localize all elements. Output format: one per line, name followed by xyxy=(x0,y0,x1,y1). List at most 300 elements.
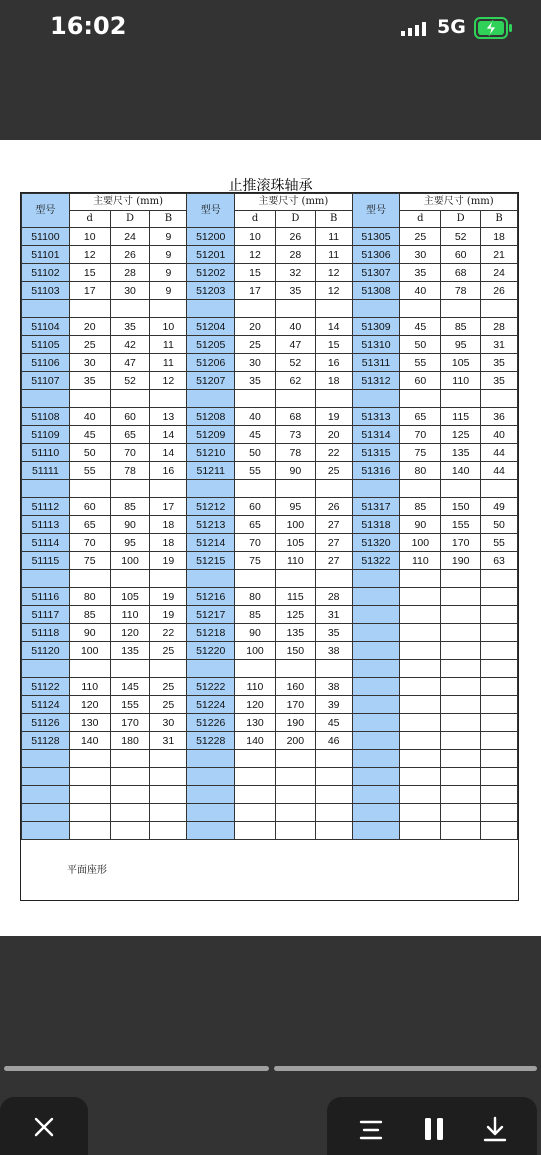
d-cell xyxy=(400,714,441,732)
D-cell: 28 xyxy=(110,264,150,282)
model-cell xyxy=(22,786,70,804)
B-cell: 16 xyxy=(315,354,352,372)
spacer-cell xyxy=(275,300,315,318)
D-cell: 62 xyxy=(275,372,315,390)
battery-icon xyxy=(474,17,514,39)
d-cell: 140 xyxy=(69,732,110,750)
document-image xyxy=(0,140,541,936)
spacer-cell xyxy=(69,300,110,318)
table-spacer-row xyxy=(22,300,518,318)
D-cell: 24 xyxy=(110,228,150,246)
table-row xyxy=(22,282,518,300)
spacer-cell xyxy=(352,660,400,678)
D-cell: 78 xyxy=(110,462,150,480)
d-cell: 25 xyxy=(69,336,110,354)
D-cell: 52 xyxy=(441,228,481,246)
D-cell xyxy=(441,588,481,606)
D-cell: 42 xyxy=(110,336,150,354)
spacer-cell xyxy=(441,570,481,588)
dims-header: 主要尺寸 (mm) xyxy=(69,194,187,211)
D-cell: 35 xyxy=(275,282,315,300)
D-cell xyxy=(441,624,481,642)
d-cell: 85 xyxy=(235,606,276,624)
D-cell: 150 xyxy=(441,498,481,516)
table-row xyxy=(22,642,518,660)
d-cell: 20 xyxy=(69,318,110,336)
table-spacer-row xyxy=(22,570,518,588)
D-cell: 100 xyxy=(275,516,315,534)
D-cell xyxy=(441,642,481,660)
pause-button[interactable] xyxy=(411,1109,455,1149)
D-cell: 135 xyxy=(275,624,315,642)
B-cell xyxy=(481,642,518,660)
D-cell: 105 xyxy=(275,534,315,552)
spacer-cell xyxy=(275,480,315,498)
D-cell xyxy=(110,786,150,804)
model-cell: 51213 xyxy=(187,516,235,534)
B-cell: 9 xyxy=(150,264,187,282)
table-header-row xyxy=(22,194,518,211)
model-cell: 51206 xyxy=(187,354,235,372)
B-cell: 22 xyxy=(315,444,352,462)
table-row xyxy=(22,498,518,516)
B-cell: 28 xyxy=(481,318,518,336)
B-cell: 31 xyxy=(481,336,518,354)
spacer-cell xyxy=(352,480,400,498)
D-cell: 155 xyxy=(441,516,481,534)
B-cell xyxy=(481,696,518,714)
d-cell: 35 xyxy=(69,372,110,390)
spacer-cell xyxy=(352,390,400,408)
B-cell xyxy=(481,768,518,786)
B-cell: 25 xyxy=(315,462,352,480)
d-cell: 100 xyxy=(69,642,110,660)
B-cell: 15 xyxy=(315,336,352,354)
B-cell xyxy=(150,822,187,840)
B-cell xyxy=(481,714,518,732)
table-row xyxy=(22,606,518,624)
spacer-cell xyxy=(315,570,352,588)
spacer-cell xyxy=(150,480,187,498)
D-cell: 145 xyxy=(110,678,150,696)
d-cell: 60 xyxy=(69,498,110,516)
spacer-cell xyxy=(275,390,315,408)
model-cell: 51226 xyxy=(187,714,235,732)
spacer-cell xyxy=(110,750,150,768)
spacer-cell xyxy=(22,480,70,498)
D-cell: 160 xyxy=(275,678,315,696)
d-cell: 85 xyxy=(400,498,441,516)
table-row xyxy=(22,444,518,462)
B-cell: 63 xyxy=(481,552,518,570)
spacer-cell xyxy=(187,660,235,678)
d-cell: 60 xyxy=(235,498,276,516)
B-cell xyxy=(481,804,518,822)
D-cell: 100 xyxy=(110,552,150,570)
footnote: 平面座形 xyxy=(67,865,107,876)
B-cell: 35 xyxy=(315,624,352,642)
document-frame xyxy=(20,192,519,901)
table-spacer-row xyxy=(22,750,518,768)
d-cell: 70 xyxy=(400,426,441,444)
D-cell: 190 xyxy=(441,552,481,570)
B-cell: 10 xyxy=(150,318,187,336)
B-cell: 49 xyxy=(481,498,518,516)
model-cell: 51110 xyxy=(22,444,70,462)
model-cell: 51202 xyxy=(187,264,235,282)
model-cell: 51102 xyxy=(22,264,70,282)
d-cell: 20 xyxy=(235,318,276,336)
d-cell: 75 xyxy=(400,444,441,462)
spacer-cell xyxy=(400,390,441,408)
spacer-cell xyxy=(150,750,187,768)
model-cell: 51214 xyxy=(187,534,235,552)
table-row xyxy=(22,246,518,264)
d-cell xyxy=(400,642,441,660)
model-cell xyxy=(352,624,400,642)
D-cell: 140 xyxy=(441,462,481,480)
B-cell: 35 xyxy=(481,372,518,390)
model-cell: 51318 xyxy=(352,516,400,534)
model-cell: 51315 xyxy=(352,444,400,462)
table-row xyxy=(22,588,518,606)
spacer-cell xyxy=(400,480,441,498)
d-cell: 15 xyxy=(69,264,110,282)
d-cell: 25 xyxy=(235,336,276,354)
spacer-cell xyxy=(187,390,235,408)
spacer-cell xyxy=(315,390,352,408)
download-icon xyxy=(483,1116,507,1142)
close-icon xyxy=(33,1116,55,1138)
D-cell: 135 xyxy=(441,444,481,462)
model-cell: 51113 xyxy=(22,516,70,534)
D-cell xyxy=(110,768,150,786)
model-cell: 51101 xyxy=(22,246,70,264)
B-cell: 25 xyxy=(150,696,187,714)
spacer-cell xyxy=(352,570,400,588)
spacer-cell xyxy=(110,390,150,408)
D-cell: 95 xyxy=(441,336,481,354)
status-bar xyxy=(0,0,541,58)
model-header: 型号 xyxy=(22,194,70,228)
d-cell: 90 xyxy=(400,516,441,534)
spacer-cell xyxy=(481,300,518,318)
B-cell: 18 xyxy=(150,516,187,534)
col-d-header: d xyxy=(69,211,110,228)
d-cell xyxy=(400,678,441,696)
d-cell xyxy=(69,822,110,840)
spacer-cell xyxy=(481,660,518,678)
table-row xyxy=(22,336,518,354)
model-cell: 51215 xyxy=(187,552,235,570)
col-D-header: D xyxy=(110,211,150,228)
B-cell xyxy=(481,624,518,642)
model-cell xyxy=(352,822,400,840)
model-cell xyxy=(22,804,70,822)
B-cell: 31 xyxy=(315,606,352,624)
D-cell: 70 xyxy=(110,444,150,462)
B-cell xyxy=(315,768,352,786)
D-cell: 105 xyxy=(110,588,150,606)
model-header: 型号 xyxy=(352,194,400,228)
model-cell: 51108 xyxy=(22,408,70,426)
D-cell: 52 xyxy=(275,354,315,372)
B-cell: 12 xyxy=(315,264,352,282)
B-cell: 31 xyxy=(150,732,187,750)
B-cell: 9 xyxy=(150,246,187,264)
B-cell: 28 xyxy=(315,588,352,606)
spacer-cell xyxy=(235,300,276,318)
spacer-cell xyxy=(235,390,276,408)
spacer-cell xyxy=(441,390,481,408)
B-cell xyxy=(481,786,518,804)
dims-header: 主要尺寸 (mm) xyxy=(235,194,353,211)
model-cell: 51211 xyxy=(187,462,235,480)
B-cell: 20 xyxy=(315,426,352,444)
model-header: 型号 xyxy=(187,194,235,228)
model-cell: 51120 xyxy=(22,642,70,660)
B-cell: 38 xyxy=(315,678,352,696)
table-row xyxy=(22,696,518,714)
model-cell xyxy=(352,714,400,732)
D-cell xyxy=(441,768,481,786)
B-cell: 26 xyxy=(315,498,352,516)
table-row xyxy=(22,462,518,480)
table-row xyxy=(22,822,518,840)
table-row xyxy=(22,228,518,246)
D-cell: 170 xyxy=(275,696,315,714)
model-cell: 51111 xyxy=(22,462,70,480)
table-spacer-row xyxy=(22,480,518,498)
d-cell: 70 xyxy=(69,534,110,552)
spacer-cell xyxy=(481,570,518,588)
d-cell: 120 xyxy=(235,696,276,714)
B-cell xyxy=(315,786,352,804)
B-cell: 25 xyxy=(150,678,187,696)
B-cell: 14 xyxy=(150,444,187,462)
D-cell xyxy=(441,678,481,696)
spacer-cell xyxy=(275,570,315,588)
model-cell xyxy=(187,804,235,822)
B-cell xyxy=(481,588,518,606)
table-spacer-row xyxy=(22,660,518,678)
d-cell: 45 xyxy=(400,318,441,336)
model-cell: 51210 xyxy=(187,444,235,462)
pause-icon xyxy=(423,1117,445,1141)
d-cell: 130 xyxy=(235,714,276,732)
model-cell: 51128 xyxy=(22,732,70,750)
model-cell: 51317 xyxy=(352,498,400,516)
spacer-cell xyxy=(187,480,235,498)
spacer-cell xyxy=(481,390,518,408)
model-cell: 51316 xyxy=(352,462,400,480)
model-cell: 51309 xyxy=(352,318,400,336)
model-cell: 51305 xyxy=(352,228,400,246)
D-cell: 28 xyxy=(275,246,315,264)
B-cell: 19 xyxy=(150,606,187,624)
B-cell: 21 xyxy=(481,246,518,264)
D-cell: 68 xyxy=(441,264,481,282)
table-row xyxy=(22,534,518,552)
spacer-cell xyxy=(150,660,187,678)
d-cell xyxy=(400,588,441,606)
D-cell: 26 xyxy=(275,228,315,246)
spacer-cell xyxy=(235,750,276,768)
B-cell: 44 xyxy=(481,444,518,462)
B-cell: 19 xyxy=(150,588,187,606)
D-cell xyxy=(441,804,481,822)
table-row xyxy=(22,714,518,732)
B-cell: 45 xyxy=(315,714,352,732)
D-cell: 95 xyxy=(275,498,315,516)
d-cell xyxy=(69,768,110,786)
model-cell: 51217 xyxy=(187,606,235,624)
B-cell: 39 xyxy=(315,696,352,714)
spacer-cell xyxy=(110,660,150,678)
page-indicator-2 xyxy=(274,1066,537,1071)
D-cell: 85 xyxy=(110,498,150,516)
spacer-cell xyxy=(400,300,441,318)
B-cell: 9 xyxy=(150,282,187,300)
B-cell: 38 xyxy=(315,642,352,660)
spacer-cell xyxy=(110,570,150,588)
menu-button[interactable] xyxy=(349,1109,393,1149)
d-cell xyxy=(235,768,276,786)
B-cell: 18 xyxy=(481,228,518,246)
B-cell xyxy=(481,678,518,696)
spacer-cell xyxy=(69,570,110,588)
B-cell: 46 xyxy=(315,732,352,750)
model-cell xyxy=(352,696,400,714)
model-cell: 51220 xyxy=(187,642,235,660)
model-cell: 51222 xyxy=(187,678,235,696)
model-cell xyxy=(22,768,70,786)
d-cell: 100 xyxy=(235,642,276,660)
spacer-cell xyxy=(235,570,276,588)
spacer-cell xyxy=(441,480,481,498)
d-cell xyxy=(400,732,441,750)
d-cell: 10 xyxy=(235,228,276,246)
d-cell: 30 xyxy=(69,354,110,372)
network-label: 5G xyxy=(437,16,466,38)
d-cell: 35 xyxy=(400,264,441,282)
spacer-cell xyxy=(150,570,187,588)
d-cell: 75 xyxy=(69,552,110,570)
D-cell: 155 xyxy=(110,696,150,714)
d-cell xyxy=(235,786,276,804)
table-row xyxy=(22,372,518,390)
d-cell: 10 xyxy=(69,228,110,246)
d-cell: 80 xyxy=(235,588,276,606)
D-cell: 65 xyxy=(110,426,150,444)
model-cell: 51228 xyxy=(187,732,235,750)
d-cell xyxy=(235,822,276,840)
col-D-header: D xyxy=(275,211,315,228)
d-cell xyxy=(400,822,441,840)
B-cell xyxy=(481,822,518,840)
D-cell: 78 xyxy=(275,444,315,462)
model-cell: 51310 xyxy=(352,336,400,354)
D-cell xyxy=(441,714,481,732)
model-cell xyxy=(352,732,400,750)
document-title: 止推滚珠轴承 xyxy=(228,178,313,194)
model-cell: 51306 xyxy=(352,246,400,264)
B-cell: 35 xyxy=(481,354,518,372)
model-cell: 51205 xyxy=(187,336,235,354)
D-cell: 200 xyxy=(275,732,315,750)
spacer-cell xyxy=(275,750,315,768)
D-cell xyxy=(441,732,481,750)
D-cell xyxy=(275,768,315,786)
D-cell: 90 xyxy=(275,462,315,480)
model-cell xyxy=(187,768,235,786)
B-cell: 12 xyxy=(150,372,187,390)
d-cell: 70 xyxy=(235,534,276,552)
B-cell: 26 xyxy=(481,282,518,300)
spacer-cell xyxy=(400,750,441,768)
d-cell: 130 xyxy=(69,714,110,732)
dims-header: 主要尺寸 (mm) xyxy=(400,194,518,211)
model-cell: 51105 xyxy=(22,336,70,354)
model-cell xyxy=(352,768,400,786)
B-cell xyxy=(315,822,352,840)
spacer-cell xyxy=(69,750,110,768)
table-spacer-row xyxy=(22,390,518,408)
spacer-cell xyxy=(400,570,441,588)
model-cell: 51208 xyxy=(187,408,235,426)
D-cell: 78 xyxy=(441,282,481,300)
spacer-cell xyxy=(69,390,110,408)
D-cell: 110 xyxy=(441,372,481,390)
download-button[interactable] xyxy=(473,1109,517,1149)
spacer-cell xyxy=(110,300,150,318)
col-D-header: D xyxy=(441,211,481,228)
table-row xyxy=(22,408,518,426)
D-cell: 115 xyxy=(441,408,481,426)
table-row xyxy=(22,354,518,372)
D-cell: 47 xyxy=(110,354,150,372)
D-cell: 90 xyxy=(110,516,150,534)
signal-icon xyxy=(401,22,427,36)
D-cell xyxy=(110,822,150,840)
B-cell: 22 xyxy=(150,624,187,642)
D-cell xyxy=(441,822,481,840)
B-cell: 9 xyxy=(150,228,187,246)
model-cell: 51103 xyxy=(22,282,70,300)
model-cell: 51311 xyxy=(352,354,400,372)
spacer-cell xyxy=(235,480,276,498)
close-button[interactable] xyxy=(0,1097,88,1155)
model-cell: 51122 xyxy=(22,678,70,696)
model-cell: 51312 xyxy=(352,372,400,390)
model-cell xyxy=(187,786,235,804)
D-cell: 110 xyxy=(110,606,150,624)
d-cell: 30 xyxy=(235,354,276,372)
spacer-cell xyxy=(22,750,70,768)
D-cell: 40 xyxy=(275,318,315,336)
B-cell: 19 xyxy=(315,408,352,426)
d-cell: 45 xyxy=(235,426,276,444)
model-cell: 51314 xyxy=(352,426,400,444)
D-cell: 95 xyxy=(110,534,150,552)
B-cell: 44 xyxy=(481,462,518,480)
d-cell xyxy=(400,768,441,786)
B-cell: 16 xyxy=(150,462,187,480)
spacer-cell xyxy=(22,570,70,588)
B-cell xyxy=(481,606,518,624)
spacer-cell xyxy=(400,660,441,678)
d-cell: 17 xyxy=(69,282,110,300)
